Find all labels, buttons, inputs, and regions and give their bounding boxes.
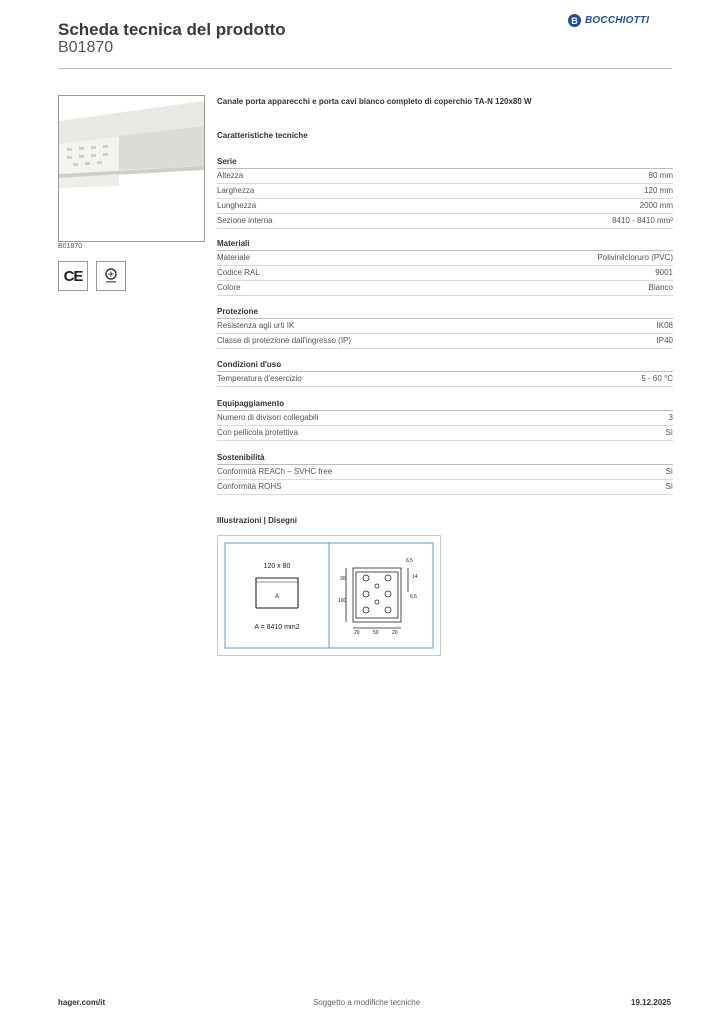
product-code: B01870 [58,39,114,56]
spec-section-sostenibilita [217,451,673,495]
spec-row [217,426,673,441]
spec-value: 5 - 60 °C [641,374,673,383]
spec-row [217,372,673,387]
spec-section-protezione [217,305,673,349]
spec-section-equipaggiamento [217,397,673,441]
brand-logo [568,14,649,27]
spec-section-serie [217,155,673,229]
spec-label: Sezione interna [217,216,273,225]
spec-value: Sì [665,467,673,476]
dim-label: 6,5 [410,594,417,600]
ce-mark-icon: CE [58,261,88,291]
spec-label: Conformità ROHS [217,482,282,491]
spec-label: Numero di divisori collegabili [217,413,319,422]
product-photo [58,95,205,242]
dim-label: 50 [373,630,379,636]
spec-value: 9001 [655,268,673,277]
spec-value: 120 mm [644,186,673,195]
page-title: Scheda tecnica del prodotto [58,20,286,39]
cable-duct-image [59,96,204,241]
spec-value: 3 [668,413,673,422]
spec-value: Polivinilcloruro (PVC) [597,253,673,262]
spec-section-title: Equipaggiamento [217,397,673,411]
spec-value: IP40 [656,336,673,345]
spec-label: Resistenza agli urti IK [217,321,295,330]
spec-section-title: Serie [217,155,673,169]
spec-row [217,480,673,495]
spec-row [217,184,673,199]
dim-label: 20 [354,630,360,636]
illustrations-heading: Illustrazioni | Disegni [217,516,298,525]
spec-row [217,281,673,296]
dim-label: 30 [340,576,346,582]
spec-row [217,214,673,229]
spec-label: Conformità REACh – SVHC free [217,467,333,476]
product-description: Canale porta apparecchi e porta cavi bianco completo di coperchio TA-N 120x80 W [217,97,532,106]
spec-section-title: Protezione [217,305,673,319]
footer-note: Soggetto a modifiche tecniche [313,998,421,1007]
dim-label: 14 [412,574,418,580]
drawing-canvas [218,536,440,655]
spec-row [217,169,673,184]
spec-label: Lunghezza [217,201,257,210]
spec-value: 80 mm [648,171,673,180]
spec-section-materiali [217,237,673,296]
spec-value: 2000 mm [639,201,673,210]
spec-row [217,199,673,214]
spec-row [217,334,673,349]
spec-label: Materiale [217,253,250,262]
technical-drawing [217,535,441,656]
section-letter: A [274,594,280,600]
spec-row [217,319,673,334]
footer-website: hager.com/it [58,998,106,1007]
spec-section-title: Materiali [217,237,673,251]
brand-logo-text: BOCCHIOTTI [585,15,650,26]
spec-value: Sì [665,428,673,437]
spec-label: Con pellicola protettiva [217,428,298,437]
spec-value: Sì [665,482,673,491]
characteristics-heading: Caratteristiche tecniche [217,131,308,140]
spec-label: Colore [217,283,241,292]
header-divider [58,68,672,69]
dim-label: 100 [338,598,347,604]
spec-section-condizioni [217,358,673,387]
spec-row [217,266,673,281]
imq-mark-icon [96,261,126,291]
brand-logo-icon: B [568,14,581,27]
spec-section-title: Sostenibilità [217,451,673,465]
spec-label: Temperatura d'esercizio [217,374,302,383]
dim-label: 6,5 [406,558,413,564]
spec-label: Altezza [217,171,244,180]
spec-row [217,251,673,266]
spec-value: Bianco [648,283,673,292]
spec-value: IK08 [656,321,673,330]
spec-label: Classe di protezione dall'ingresso (IP) [217,336,352,345]
spec-section-title: Condizioni d'uso [217,358,673,372]
spec-row [217,465,673,480]
footer-date: 19.12.2025 [631,998,672,1007]
dim-label: 20 [392,630,398,636]
spec-label: Codice RAL [217,268,260,277]
section-area: A = 8410 mm2 [254,624,300,631]
spec-row [217,411,673,426]
photo-caption: B01870 [58,243,83,250]
section-dimensions: 120 x 80 [263,563,291,570]
spec-label: Larghezza [217,186,255,195]
spec-value: 8410 - 8410 mm² [612,216,673,225]
